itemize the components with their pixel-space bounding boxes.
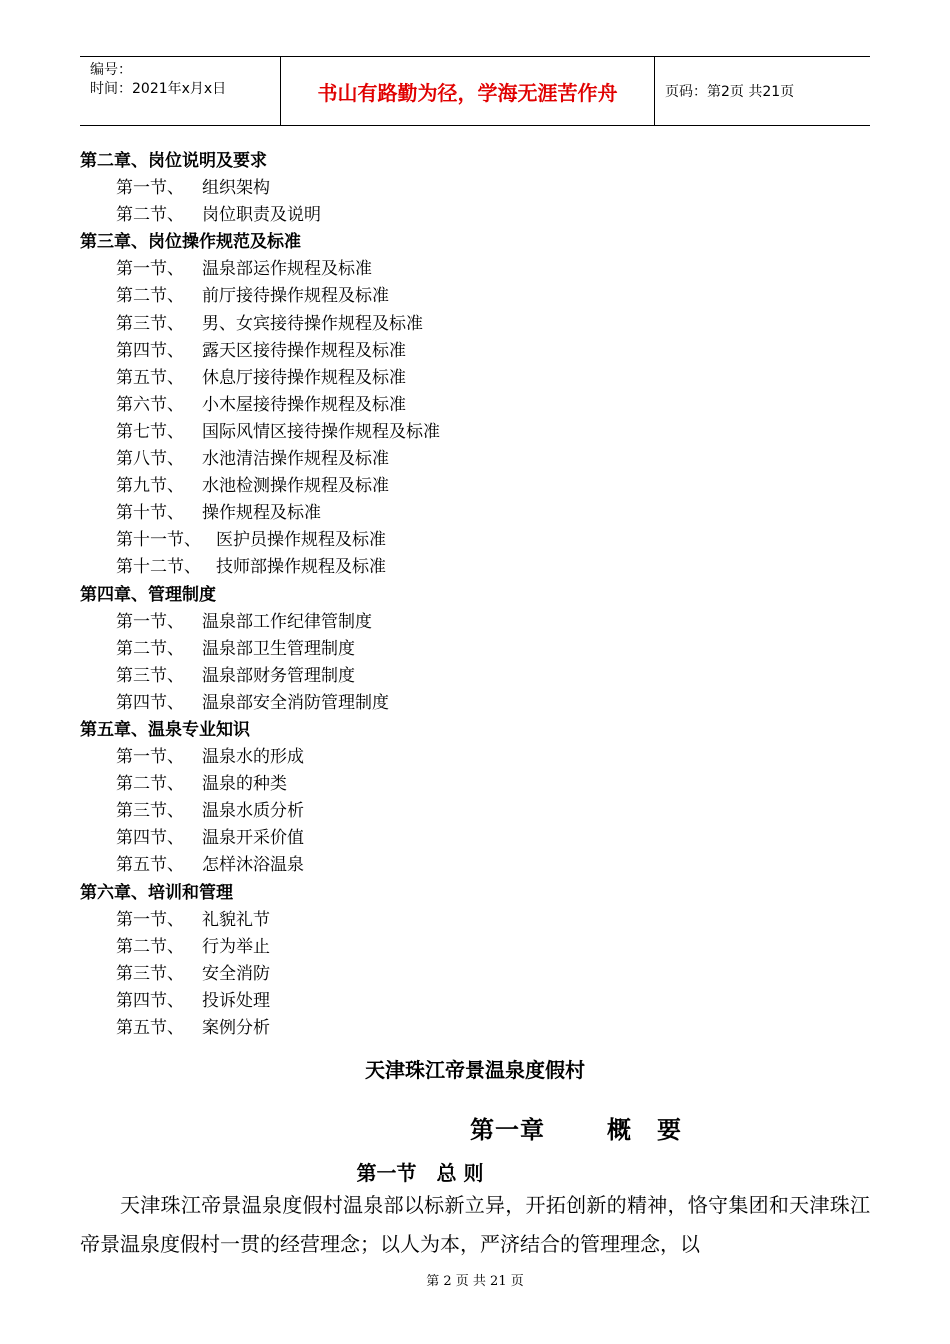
toc-chapter: 第五章、温泉专业知识 — [80, 719, 250, 740]
toc-section-title: 组织架构 — [202, 178, 270, 199]
toc-section — [80, 500, 880, 527]
toc-section-title: 水池清洁操作规程及标准 — [202, 449, 389, 470]
header-page-label: 页码：第2页 共21页 — [665, 84, 795, 100]
chapter-title — [470, 1110, 682, 1145]
toc-chapter: 第三章、岗位操作规范及标准 — [80, 232, 301, 253]
section-title: 第一节 总 则 — [356, 1161, 484, 1185]
toc-section — [80, 175, 880, 202]
toc-section-title: 案例分析 — [202, 1018, 270, 1038]
toc-section — [80, 202, 880, 229]
toc-section — [80, 771, 880, 798]
table-of-contents — [80, 148, 880, 1042]
toc-section-number: 第一节、 — [116, 259, 184, 280]
toc-section — [80, 663, 880, 690]
toc-section-title: 岗位职责及说明 — [202, 205, 321, 226]
toc-section-number: 第一节、 — [116, 611, 184, 632]
toc-section-number: 第一节、 — [116, 178, 184, 199]
toc-section-title: 温泉开采价值 — [202, 828, 304, 849]
toc-section-number: 第四节、 — [116, 340, 184, 361]
toc-section — [80, 988, 880, 1015]
toc-section-number: 第二节、 — [116, 286, 184, 307]
header-meta — [80, 57, 281, 125]
toc-section-number: 第四节、 — [116, 828, 184, 849]
toc-section-number: 第二节、 — [116, 936, 184, 957]
toc-section-title: 水池检测操作规程及标准 — [202, 476, 389, 497]
toc-section-number: 第三节、 — [116, 801, 184, 822]
toc-section-title: 技师部操作规程及标准 — [216, 557, 386, 578]
toc-section-number: 第二节、 — [116, 638, 184, 659]
toc-section-number: 第十节、 — [116, 503, 184, 524]
toc-section — [80, 1015, 880, 1042]
toc-section-number: 第四节、 — [116, 692, 184, 713]
toc-section-number: 第三节、 — [116, 963, 184, 984]
toc-section-title: 温泉部财务管理制度 — [202, 665, 355, 686]
toc-section-title: 温泉部安全消防管理制度 — [202, 692, 389, 713]
toc-section-title: 行为举止 — [202, 936, 270, 957]
code-label: 编号： — [90, 62, 132, 78]
toc-section — [80, 392, 880, 419]
toc-section — [80, 419, 880, 446]
toc-section — [80, 961, 880, 988]
page-footer: 第 2 页 共 21 页 — [426, 1274, 524, 1289]
toc-section-number: 第五节、 — [116, 1018, 184, 1038]
toc-section-number: 第六节、 — [116, 394, 184, 415]
header-motto: 书山有路勤为径，学海无涯苦作舟 — [281, 57, 655, 125]
toc-section — [80, 907, 880, 934]
toc-section-title: 投诉处理 — [202, 990, 270, 1011]
toc-section-number: 第八节、 — [116, 449, 184, 470]
chapter-number: 第一章 — [470, 1116, 545, 1144]
toc-section-number: 第一节、 — [116, 909, 184, 930]
toc-section-number: 第三节、 — [116, 313, 184, 334]
toc-section-title: 温泉部卫生管理制度 — [202, 638, 355, 659]
toc-section — [80, 825, 880, 852]
toc-section — [80, 852, 880, 879]
toc-section — [80, 609, 880, 636]
resort-title: 天津珠江帝景温泉度假村 — [365, 1058, 585, 1082]
toc-section — [80, 744, 880, 771]
toc-section-title: 休息厅接待操作规程及标准 — [202, 367, 406, 388]
toc-section — [80, 934, 880, 961]
toc-section — [80, 473, 880, 500]
toc-section-number: 第四节、 — [116, 990, 184, 1011]
toc-section-number: 第二节、 — [116, 205, 184, 226]
toc-section — [80, 338, 880, 365]
toc-section — [80, 365, 880, 392]
toc-section-number: 第十二节、 — [116, 557, 201, 578]
toc-section-title: 男、女宾接待操作规程及标准 — [202, 313, 423, 334]
toc-chapter: 第六章、培训和管理 — [80, 882, 233, 903]
toc-section-number: 第九节、 — [116, 476, 184, 497]
chapter-name: 概 要 — [607, 1116, 682, 1144]
toc-section — [80, 527, 880, 554]
toc-section — [80, 554, 880, 581]
toc-chapter: 第二章、岗位说明及要求 — [80, 151, 267, 171]
toc-section-title: 温泉水质分析 — [202, 801, 304, 822]
toc-section-title: 怎样沐浴温泉 — [202, 855, 304, 876]
toc-section-number: 第三节、 — [116, 665, 184, 686]
document-header — [80, 56, 870, 126]
toc-section — [80, 798, 880, 825]
time-label: 时间：2021年x月x日 — [90, 81, 227, 97]
toc-section-title: 温泉水的形成 — [202, 747, 304, 768]
toc-section-title: 前厅接待操作规程及标准 — [202, 286, 389, 307]
toc-section — [80, 283, 880, 310]
toc-section — [80, 690, 880, 717]
toc-section-number: 第一节、 — [116, 747, 184, 768]
toc-section-number: 第十一节、 — [116, 530, 201, 551]
toc-section-title: 医护员操作规程及标准 — [216, 530, 386, 551]
toc-section — [80, 636, 880, 663]
toc-section-title: 露天区接待操作规程及标准 — [202, 340, 406, 361]
toc-section-number: 第五节、 — [116, 367, 184, 388]
toc-section-title: 温泉部运作规程及标准 — [202, 259, 372, 280]
toc-section — [80, 311, 880, 338]
toc-section-number: 第五节、 — [116, 855, 184, 876]
toc-section-title: 操作规程及标准 — [202, 503, 321, 524]
toc-section-title: 安全消防 — [202, 963, 270, 984]
toc-section-title: 国际风情区接待操作规程及标准 — [202, 421, 440, 442]
toc-section-title: 温泉部工作纪律管制度 — [202, 611, 372, 632]
toc-section-number: 第七节、 — [116, 421, 184, 442]
toc-section-title: 小木屋接待操作规程及标准 — [202, 394, 406, 415]
toc-section — [80, 446, 880, 473]
toc-section-title: 礼貌礼节 — [202, 909, 270, 930]
toc-chapter: 第四章、管理制度 — [80, 584, 216, 605]
toc-section-number: 第二节、 — [116, 774, 184, 795]
toc-section — [80, 256, 880, 283]
toc-section-title: 温泉的种类 — [202, 774, 287, 795]
body-paragraph: 天津珠江帝景温泉度假村温泉部以标新立异，开拓创新的精神，恪守集团和天津珠江帝景温泉度假村一贯的经营理念；以人为本，严济结合的管理理念，以 — [80, 1193, 870, 1256]
